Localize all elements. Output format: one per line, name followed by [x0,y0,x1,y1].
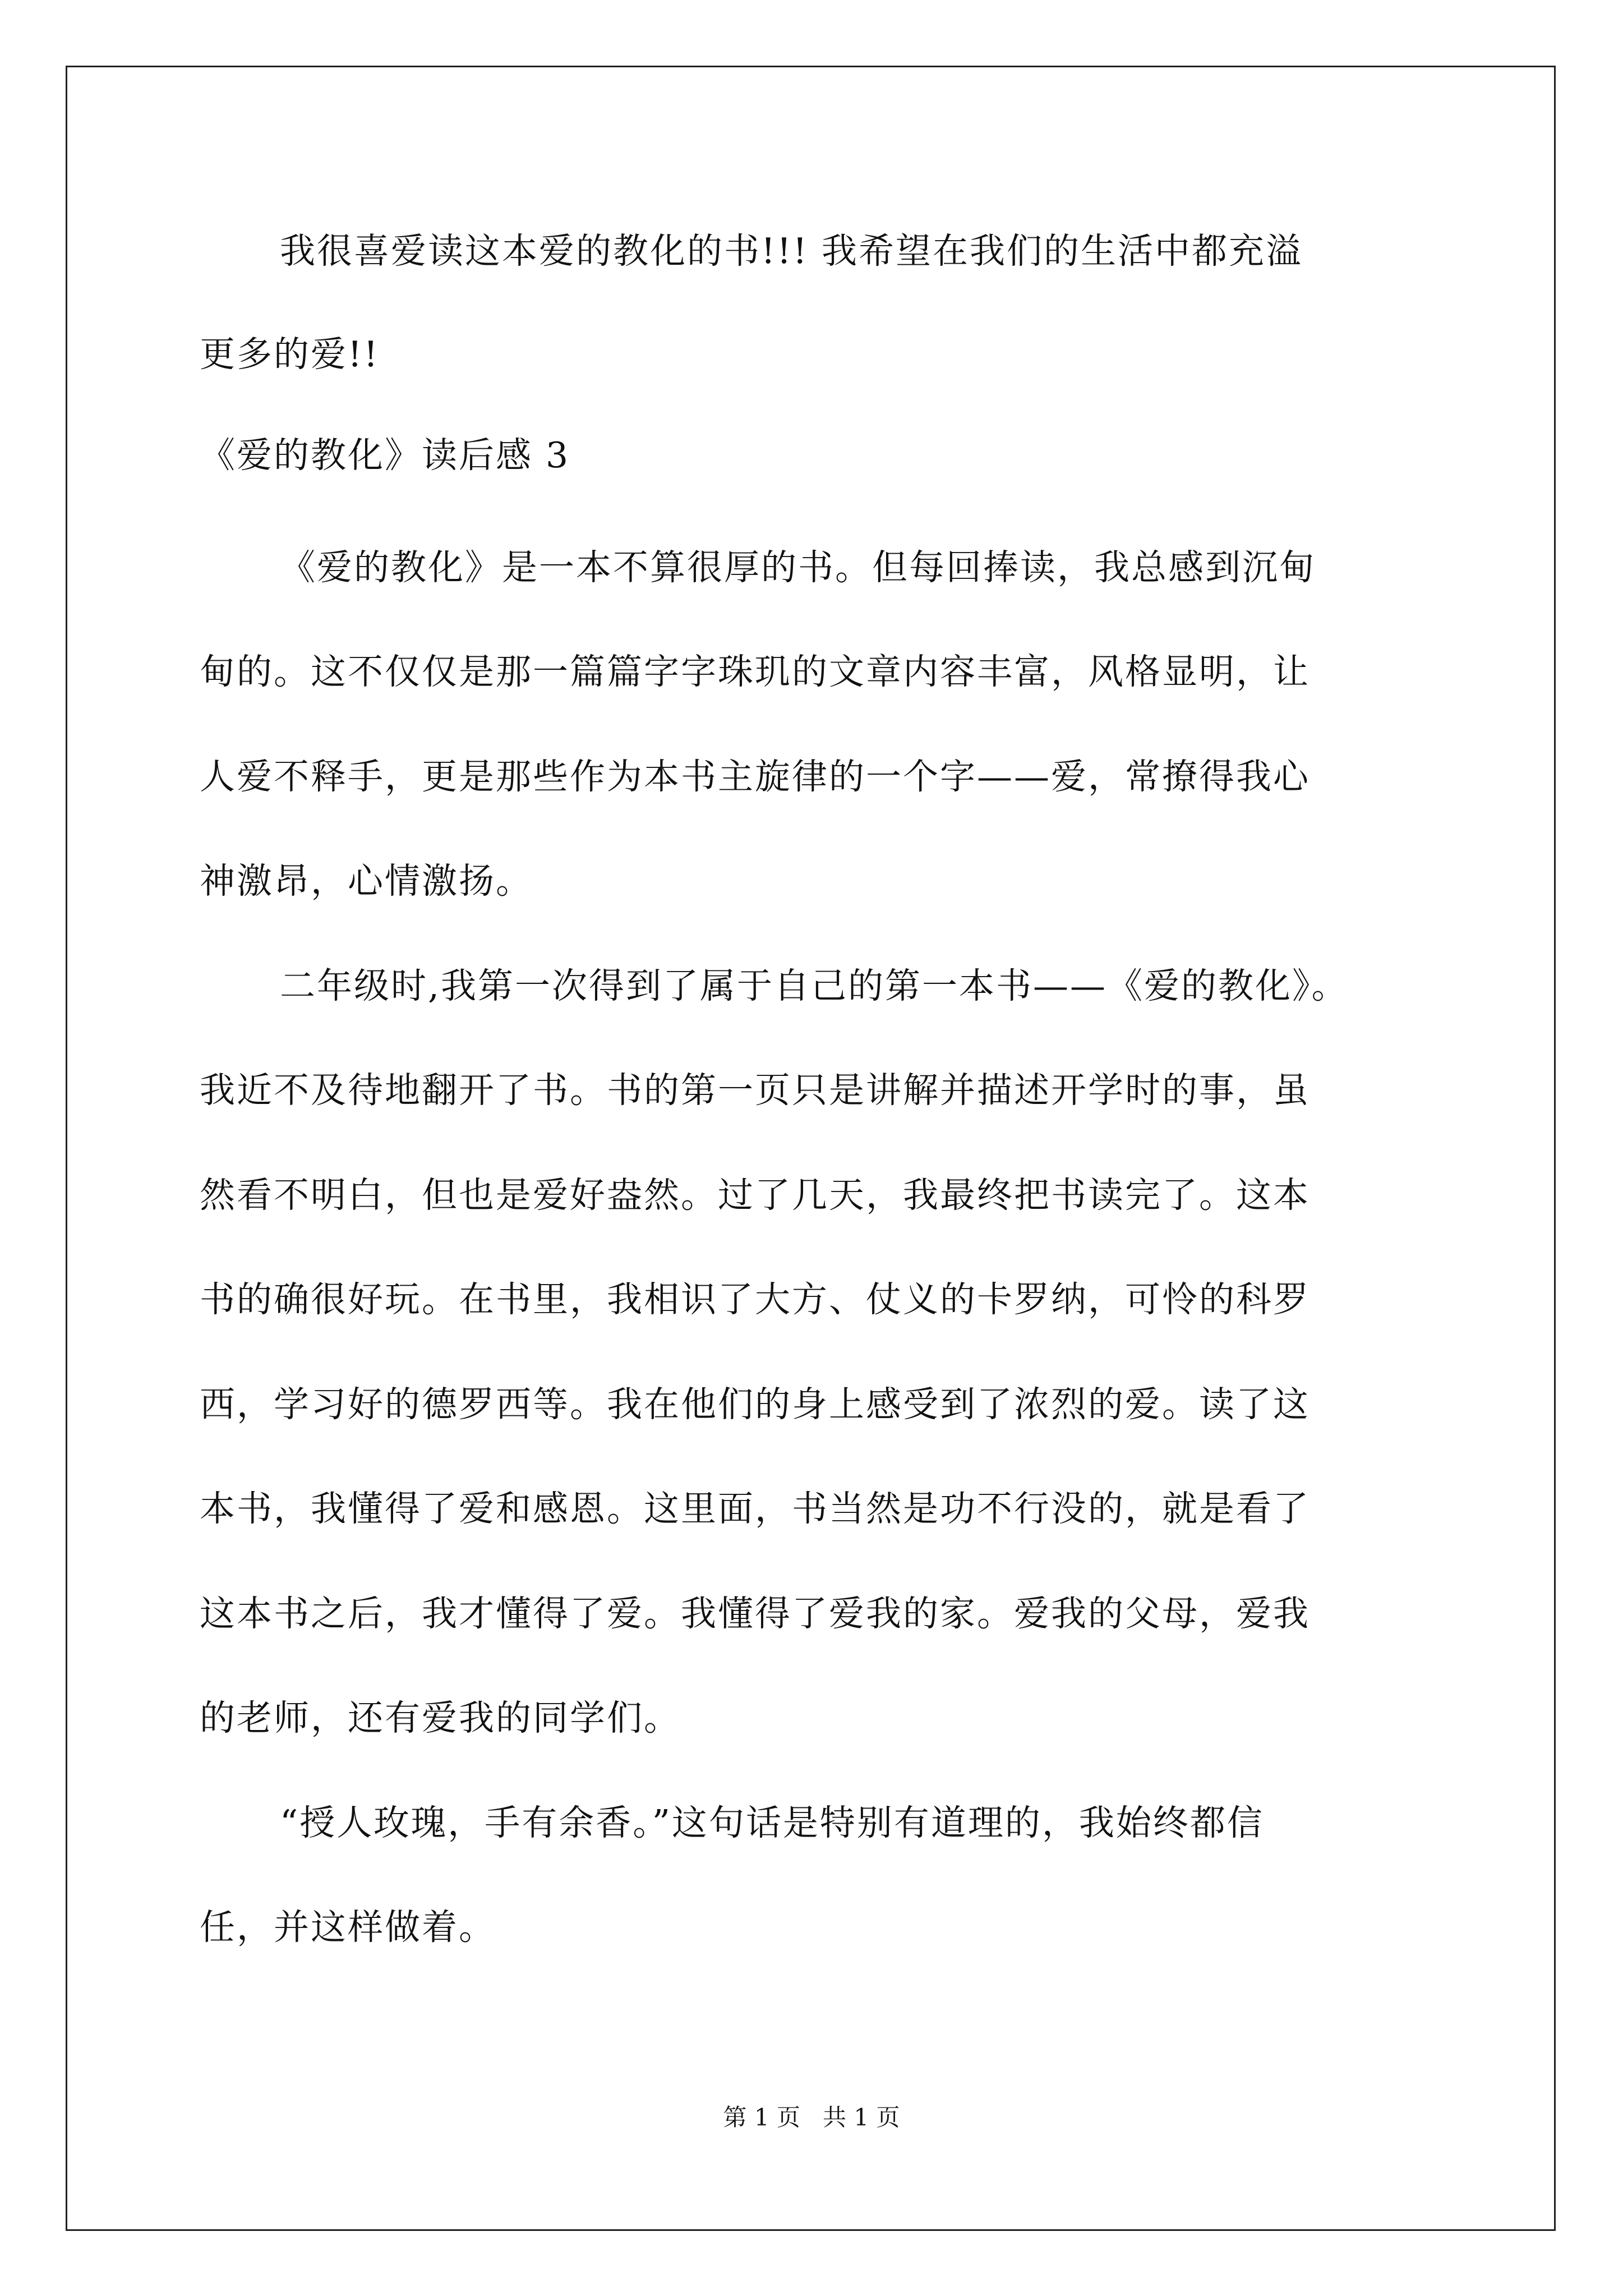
paragraph-line: 西，学习好的德罗西等。我在他们的身上感受到了浓烈的爱。读了这 [200,1384,1310,1425]
paragraph-line: 本书，我懂得了爱和感恩。这里面，书当然是功不行没的，就是看了 [200,1488,1310,1529]
paragraph-line: 这本书之后，我才懂得了爱。我懂得了爱我的家。爱我的父母，爱我 [200,1593,1310,1634]
paragraph-line: 人爱不释手，更是那些作为本书主旋律的一个字——爱，常撩得我心 [200,756,1310,797]
paragraph-line: 更多的爱!! [200,334,380,375]
paragraph-line: 《爱的教化》是一本不算很厚的书。但每回捧读，我总感到沉甸 [280,547,1316,588]
paragraph-line: 二年级时,我第一次得到了属于自己的第一本书——《爱的教化》。 [280,965,1349,1006]
section-heading: 《爱的教化》读后感 3 [200,435,570,476]
paragraph-line: “授人玫瑰，手有余香。”这句话是特别有道理的，我始终都信 [280,1802,1264,1843]
paragraph-line: 我很喜爱读这本爱的教化的书!!! 我希望在我们的生活中都充溢 [280,231,1303,272]
paragraph-line: 任，并这样做着。 [200,1907,496,1948]
paragraph-line: 的老师，还有爱我的同学们。 [200,1697,681,1738]
page-footer: 第 1 页 共 1 页 [723,2104,900,2131]
paragraph-line: 神激昂，心情激扬。 [200,861,533,901]
paragraph-line: 书的确很好玩。在书里，我相识了大方、仗义的卡罗纳，可怜的科罗 [200,1279,1310,1320]
paragraph-line: 然看不明白，但也是爱好盎然。过了几天，我最终把书读完了。这本 [200,1175,1310,1216]
paragraph-line: 我近不及待地翻开了书。书的第一页只是讲解并描述开学时的事，虽 [200,1070,1310,1111]
paragraph-line: 甸的。这不仅仅是那一篇篇字字珠玑的文章内容丰富，风格显明，让 [200,651,1310,692]
